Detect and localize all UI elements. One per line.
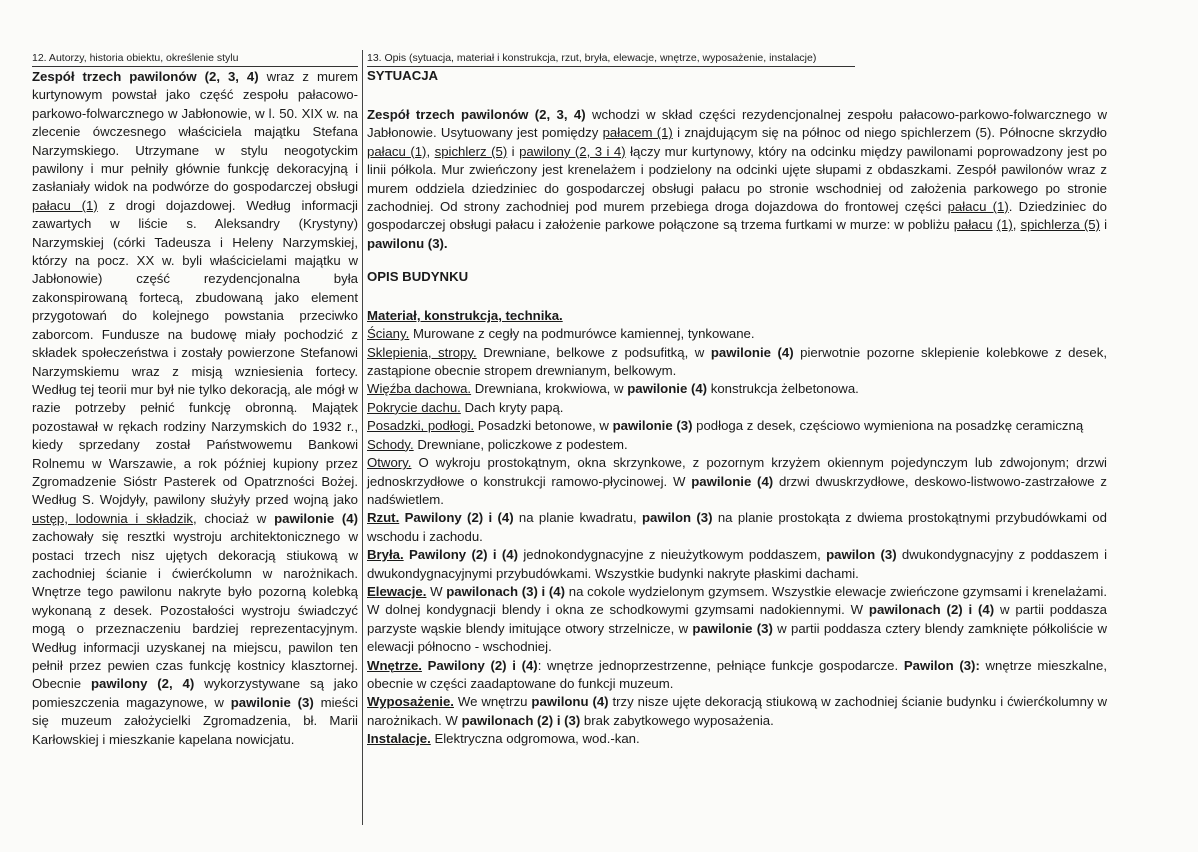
bold-term: Pawilon (3): [903,657,980,673]
bold-term: Pawilony (2) i (4) [408,547,518,563]
column-divider [362,50,363,825]
spacer [367,85,1107,106]
bold-term: pawilony (2, 4) [90,676,195,692]
situation-text [367,106,1107,253]
bold-term: pawilonie (4) [691,473,774,489]
text-run: drzwi dwuskrzydłowe, deskowo-listwowo-zastrzałowe z nadświetlem. [367,473,1107,507]
underlined-reference: Więźba dachowa. [367,381,472,397]
text-run: wchodzi w skład części rezydencjonalnej zespołu pałacowo-parkowo-folwarcznego w Jabłonowie. Usytuowany jest pomiędzy [367,107,1107,141]
text-run: We wnętrzu [453,694,532,710]
description-paragraph [367,454,1107,509]
description-paragraph [367,399,1107,417]
left-column [32,52,358,749]
text-run: jednokondygnacyjne z nieużytkowym poddaszem, [518,547,827,563]
underlined-reference: Otwory. [367,455,412,471]
underlined-reference: pawilony (2, 3 i 4) [519,143,626,159]
text-run: Dach kryty papą. [460,399,564,415]
text-run: w partii poddasza cztery blendy zamknięte półkoliście w elewacji północno - wschodniej. [367,620,1107,655]
description-paragraph [367,509,1107,546]
text-run: i [507,143,520,159]
description-paragraph [367,380,1107,398]
text-run: zachowały się resztki wystroju architektonicznego w postaci trzech nisz ujętych dekoracją stiukową w zachodniej ścianie i ćwierćkolumn w narożnikach. Wnętrze tego pawilonu nakryte było pozorną kolebką wykonaną z desek. Pozostałości wystroju świadczyć mogą o przeznaczeniu bardziej reprezentacyjnym. Według informacji uzyskanej na miejscu, pawilon ten pełnił przez pewien czas funkcję kostnicy klasztornej. Obecnie [32,529,358,692]
bold-term: pawilonie (4) [627,381,708,397]
bold-term: pawilonu (4) [531,694,609,710]
underlined-reference: Sklepienia, stropy. [367,344,477,360]
text-run: Drewniane, belkowe z podsufitką, w [476,344,711,360]
description-paragraph [367,417,1107,435]
underlined-reference: spichlerza (5) [1020,217,1101,233]
text-run: trzy nisze ujęte dekoracją stiukową w zachodniej ścianie budynku i ćwierćkolumny w narożnikach. W [367,694,1107,728]
text-run: W [426,583,447,599]
left-section-header: 12. Autorzy, historia obiektu, określenie stylu [32,52,358,67]
bold-term: Pawilony (2) i (4) [404,510,514,526]
description-paragraph [367,693,1107,730]
text-run: wykorzystywane są jako pomieszczenia magazynowe, w [32,676,358,710]
bold-term: pawilonie (3) [230,694,314,710]
underlined-reference: pałacu (1) [32,197,98,213]
text-run: i znajdującym się na północ od niego spichlerzem (5). Północne skrzydło [672,125,1107,141]
right-section-header: 13. Opis (sytuacja, materiał i konstrukcja, rzut, bryła, elewacje, wnętrze, wyposażenie, instalacje) [367,52,855,67]
text-run: mieści się muzeum założycielki Zgromadzenia, bł. Marii Karłowskiej i mieszkanie kapelana nowicjatu. [32,694,358,747]
underlined-reference: pałacem (1) [602,125,673,141]
description-paragraph [367,436,1107,454]
text-run: Elektryczna odgromowa, wod.-kan. [430,731,640,747]
underlined-reference: spichlerz (5) [434,143,508,159]
building-description-heading: OPIS BUDYNKU [367,269,469,285]
bold-term: Zespół trzech pawilonów (2, 3, 4) [367,107,586,122]
bold-term: pawilon (3) [826,547,897,563]
underlined-reference: Ściany. [367,326,410,342]
text-run: na cokole wydzielonym gzymsem. Wszystkie elewacje zwieńczone gzymsami i krenelażami. W dolnej kondygnacji blendy i okna ze schodkowymi gzymsami nadokiennymi. W [367,583,1107,618]
text-run: : wnętrze jednoprzestrzenne, pełniące funkcje gospodarcze. [537,657,904,673]
underlined-reference: Bryła. [367,547,404,563]
underlined-reference: Schody. [367,436,414,452]
bold-term: Zespół trzech pawilonów (2, 3, 4) [32,69,259,84]
bold-term: pawilonach (3) i (4) [446,583,566,599]
text-run: i [1100,217,1108,233]
bold-term: pawilonie (3) [612,418,693,434]
description-paragraph [367,730,1107,748]
underlined-reference: pałacu (1) [947,199,1009,215]
description-paragraphs [367,325,1107,748]
text-run: łączy mur kurtynowy, który na odcinku między pawilonami poprowadzony jest po linii półkola. Mur zwieńczony jest krenelażem i podzielony na odcinki ujęte słupami z obdaszkami. Zespół pawilonów wraz z murem oddziela dziedziniec do gospodarczej obsługi pałacu po stronie wschodniej od założenia parkowego po stronie zachodniej. Od strony zachodniej pod murem przebiega droga dojazdowa do frontowej części [367,143,1107,215]
text-run: Drewniana, krokwiowa, w [471,381,628,397]
text-run: w partii poddasza parzyste wąskie blendy imitujące otwory strzelnicze, w [367,602,1107,636]
text-run: , [1012,217,1021,233]
text-run: Murowane z cegły na podmurówce kamiennej, tynkowane. [409,326,755,342]
underlined-reference: ustęp, lodownia i składzik [32,510,193,526]
text-run: podłoga z desek, częściowo wymieniona na posadzkę ceramiczną [692,418,1084,434]
text-run: wraz z murem kurtynowym powstał jako część zespołu pałacowo-parkowo-folwarcznego w Jabłonowie, w l. 50. XIX w. na zlecenie ówczesnego właściciela majątku Stefana Narzymskiego. Utrzymane w stylu neogotyckim pawilony i mur pełniły głównie funkcję dekoracyjną i zasłaniały widok na podwórze do gospodarczej obsługi [32,69,358,195]
underlined-reference: Instalacje. [367,731,431,747]
text-run: konstrukcja żelbetonowa. [707,381,859,397]
text-run: na planie kwadratu, [513,510,642,526]
bold-term: pawilonie (3) [692,620,773,636]
bold-term: Pawilony (2) i (4) [427,657,538,673]
underlined-reference: Wyposażenie. [367,694,454,710]
bold-term: pawilonu (3). [367,235,448,251]
bold-term: pawilonach (2) i (4) [868,602,995,618]
bold-term: pawilon (3) [641,510,713,526]
text-run: dwukondygnacyjny z poddaszem i dwukondygnacyjnymi przybudówkami. Wszystkie budynki nakryte płaskimi dachami. [367,547,1108,581]
bold-term: pawilonie (4) [710,344,794,360]
description-paragraph [367,657,1107,694]
right-column [367,52,1107,749]
underlined-reference: (1) [996,217,1013,233]
underlined-reference: pałacu (1) [367,143,427,159]
text-run: , [426,143,435,159]
description-paragraph [367,344,1107,381]
bold-term: pawilonie (4) [274,510,358,526]
text-run: wnętrze mieszkalne, obecnie w części zaadaptowane do funkcji muzeum. [367,657,1107,691]
spacer [367,286,1107,307]
bold-term: pawilonach (2) i (3) [461,712,581,728]
underlined-reference: Posadzki, podłogi. [367,418,475,434]
history-text [32,68,358,749]
text-run: brak zabytkowego wyposażenia. [580,712,774,728]
text-run: Posadzki betonowe, w [474,418,613,434]
spacer [367,253,1107,268]
underlined-reference: Wnętrze. [367,657,422,673]
text-run: O wykroju prostokątnym, okna skrzynkowe, z pozornym krzyżem okiennym pojedynczym lub zdwojonym; drzwi jednoskrzydłowe o konstrukcji ramowo-płycinowej. W [367,455,1107,489]
underlined-reference: Pokrycie dachu. [367,399,461,415]
text-run: Drewniane, policzkowe z podestem. [413,436,628,452]
text-run: z drogi dojazdowej. Według informacji zawartych w liście s. Aleksandry (Krystyny) Narzymskiej (córki Tadeusza i Heleny Narzymskiej, którzy na pocz. XX w. byli właścicielami majątku w Jabłonowie) część rezydencjonalna była zakonspirowaną fortecą, zbudowaną jako element przygotowań do kolejnego powstania przeciwko zaborcom. Fundusze na budowę miały pochodzić z składek społeczeństwa i zostały powierzone Stefanowi Narzymskiemu wraz z misją wzniesienia fortecy. Według tej teorii mur był nie tylko dekoracją, ale mógł w razie potrzeby pełnić funkcję obronną. Majątek pozostawał w rękach rodziny Narzymskich do 1932 r., kiedy sprzedany został Państwowemu Bankowi Rolnemu w Warszawie, a rok później kupiony przez Zgromadzenie Sióstr Pasterek od Opatrzności Bożej. Według S. Wojdyły, pawilony służyły przed wojną jako [32,197,358,508]
text-run: . Dziedziniec do gospodarczej obsługi pałacu i założenie parkowe połączone są trzema furtkami w murze: w pobliżu [367,199,1108,233]
underlined-reference: pałacu [953,217,993,233]
text-run: pierwotnie pozorne sklepienie kolebkowe z desek, zastąpione obecnie stropem drewnianym, belkowym. [367,344,1107,379]
underlined-reference: Elewacje. [367,583,427,599]
description-paragraph [367,583,1107,657]
description-paragraph [367,325,1107,343]
description-paragraph [367,546,1107,583]
situation-heading: SYTUACJA [367,68,439,83]
material-heading: Materiał, konstrukcja, technika. [367,308,563,324]
underlined-reference: Rzut. [367,510,400,526]
text-run: na planie prostokąta z dwiema prostokątnymi przybudówkami od wschodu i zachodu. [367,510,1107,544]
text-run: , chociaż w [192,510,275,526]
